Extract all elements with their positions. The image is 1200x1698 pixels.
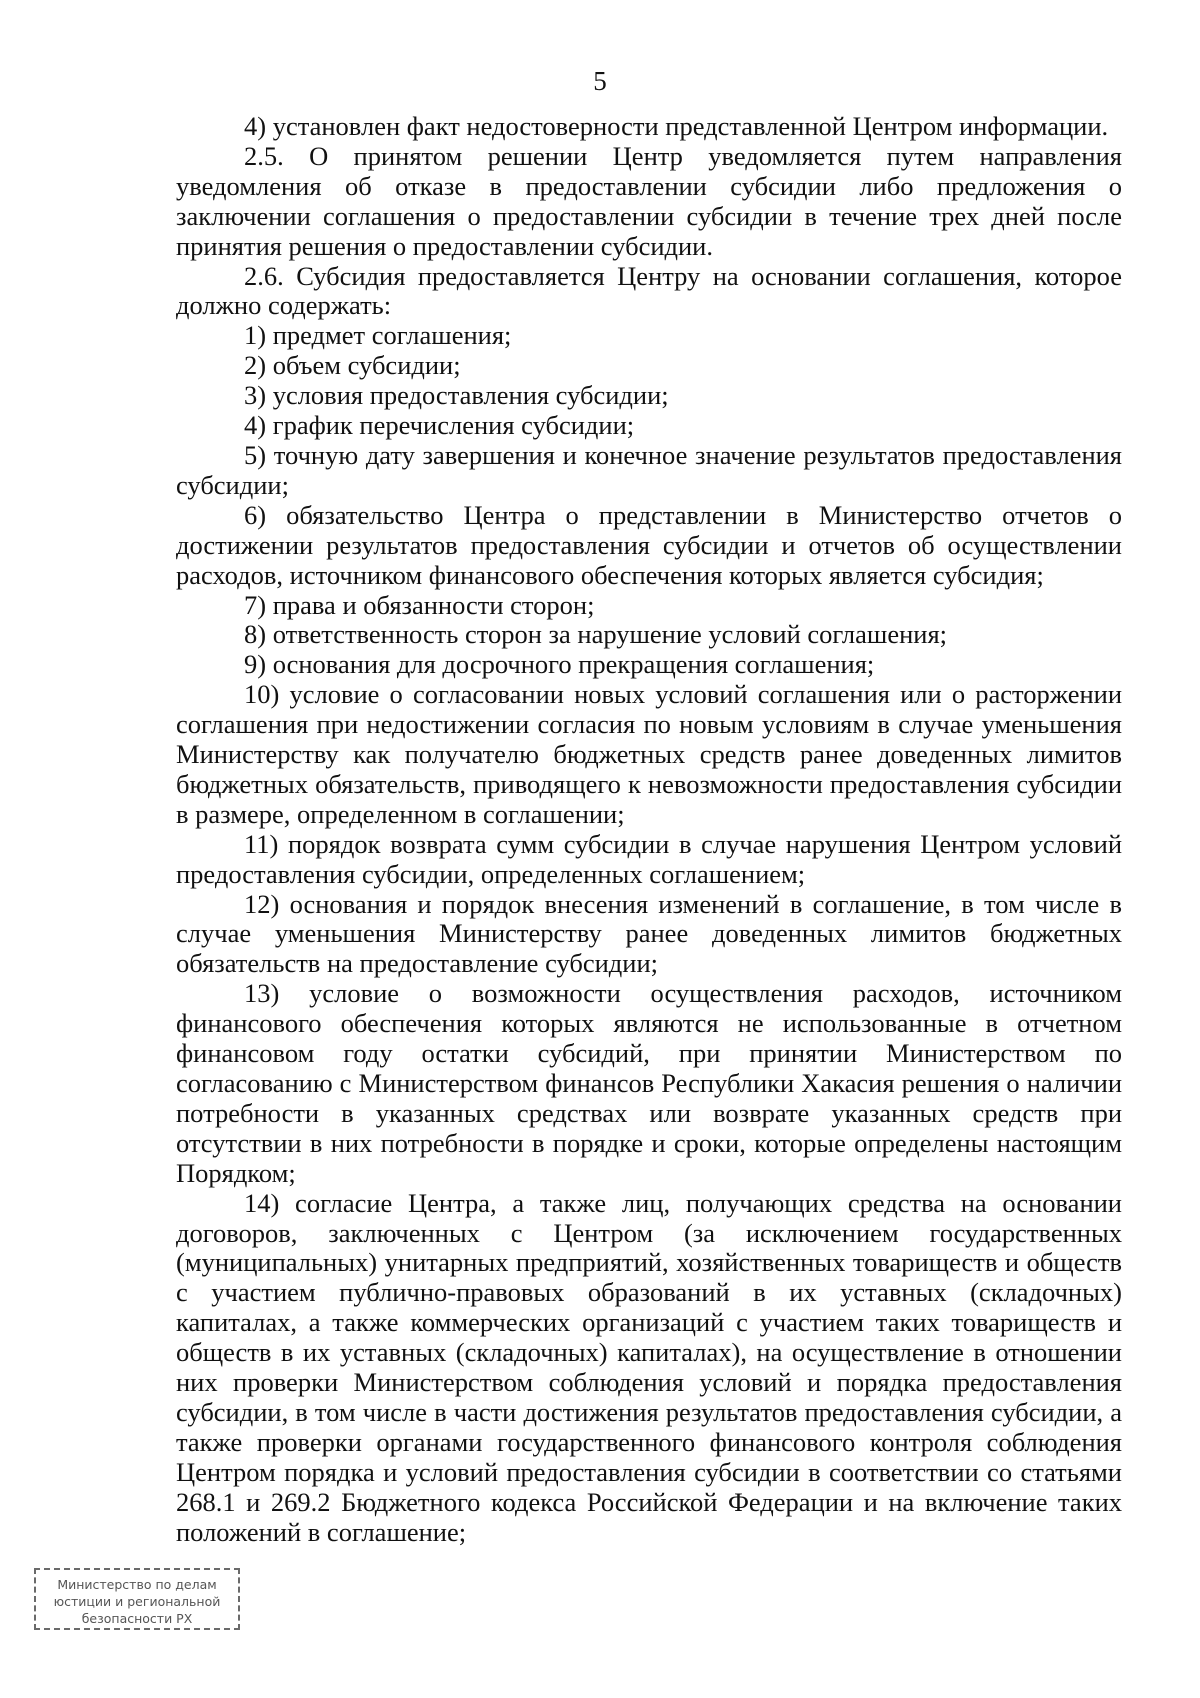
registration-stamp	[34, 1568, 240, 1630]
list-item-12: 12) основания и порядок внесения изменений в соглашение, в том числе в случае уменьшения Министерству ранее доведенных лимитов бюджетных обязательств на предоставление субсидии;	[176, 888, 1122, 979]
stamp-line: безопасности РХ	[81, 1611, 193, 1626]
document-body	[176, 112, 1122, 1548]
list-item-4: 4) график перечисления субсидии;	[244, 410, 635, 441]
list-item-11: 11) порядок возврата сумм субсидии в случае нарушения Центром условий предоставления субсидии, определенных соглашением;	[176, 828, 1122, 889]
list-item-14: 14) согласие Центра, а также лиц, получающих средства на основании договоров, заключенных с Центром (за исключением государственных (муниципальных) унитарных предприятий, хозяйственных товариществ и обществ с участием публично-правовых образований в их уставных (складочных) капиталах, а также коммерческих организаций с участием таких товариществ и обществ в их уставных (складочных) капиталах), на осуществление в отношении них проверки Министерством соблюдения условий и порядка предоставления субсидии, в том числе в части достижения результатов предоставления субсидии, а также проверки органами государственного финансового контроля соблюдения Центром порядка и условий предоставления субсидии в соответствии со статьями 268.1 и 269.2 Бюджетного кодекса Российской Федерации и на включение таких положений в соглашение;	[176, 1187, 1122, 1547]
stamp-line: юстиции и региональной	[53, 1594, 221, 1609]
list-item-5: 5) точную дату завершения и конечное значение результатов предоставления субсидии;	[176, 439, 1122, 500]
paragraph-2-6: 2.6. Субсидия предоставляется Центру на основании соглашения, которое должно содержать:	[176, 260, 1122, 321]
list-item-1: 1) предмет соглашения;	[244, 320, 512, 351]
list-item-6: 6) обязательство Центра о представлении в Министерство отчетов о достижении результатов предоставления субсидии и отчетов об осуществлении расходов, источником финансового обеспечения которых является субсидия;	[176, 499, 1122, 590]
list-item-13: 13) условие о возможности осуществления расходов, источником финансового обеспечения которых являются не использованные в отчетном финансовом году остатки субсидий, при принятии Министерством по согласованию с Министерством финансов Республики Хакасия решения о наличии потребности в указанных средствах или возврате указанных средств при отсутствии в них потребности в порядке и сроки, которые определены настоящим Порядком;	[176, 978, 1122, 1188]
paragraph-item-4: 4) установлен факт недостоверности представленной Центром информации.	[244, 111, 1109, 141]
stamp-line: Министерство по делам	[57, 1577, 217, 1592]
list-item-8: 8) ответственность сторон за нарушение условий соглашения;	[244, 619, 948, 650]
list-item-7: 7) права и обязанности сторон;	[244, 589, 595, 620]
paragraph-2-5: 2.5. О принятом решении Центр уведомляется путем направления уведомления об отказе в предоставлении субсидии либо предложения о заключении соглашения о предоставлении субсидии в течение трех дней после принятия решения о предоставлении субсидии.	[176, 140, 1122, 261]
list-item-10: 10) условие о согласовании новых условий соглашения или о расторжении соглашения при недостижении согласия по новым условиям в случае уменьшения Министерству как получателю бюджетных средств ранее доведенных лимитов бюджетных обязательств, приводящего к невозможности предоставления субсидии в размере, определенном в соглашении;	[176, 679, 1122, 829]
list-item-2: 2) объем субсидии;	[244, 350, 461, 381]
list-item-9: 9) основания для досрочного прекращения соглашения;	[244, 649, 875, 680]
page-number: 5	[593, 66, 607, 96]
list-item-3: 3) условия предоставления субсидии;	[244, 380, 669, 411]
